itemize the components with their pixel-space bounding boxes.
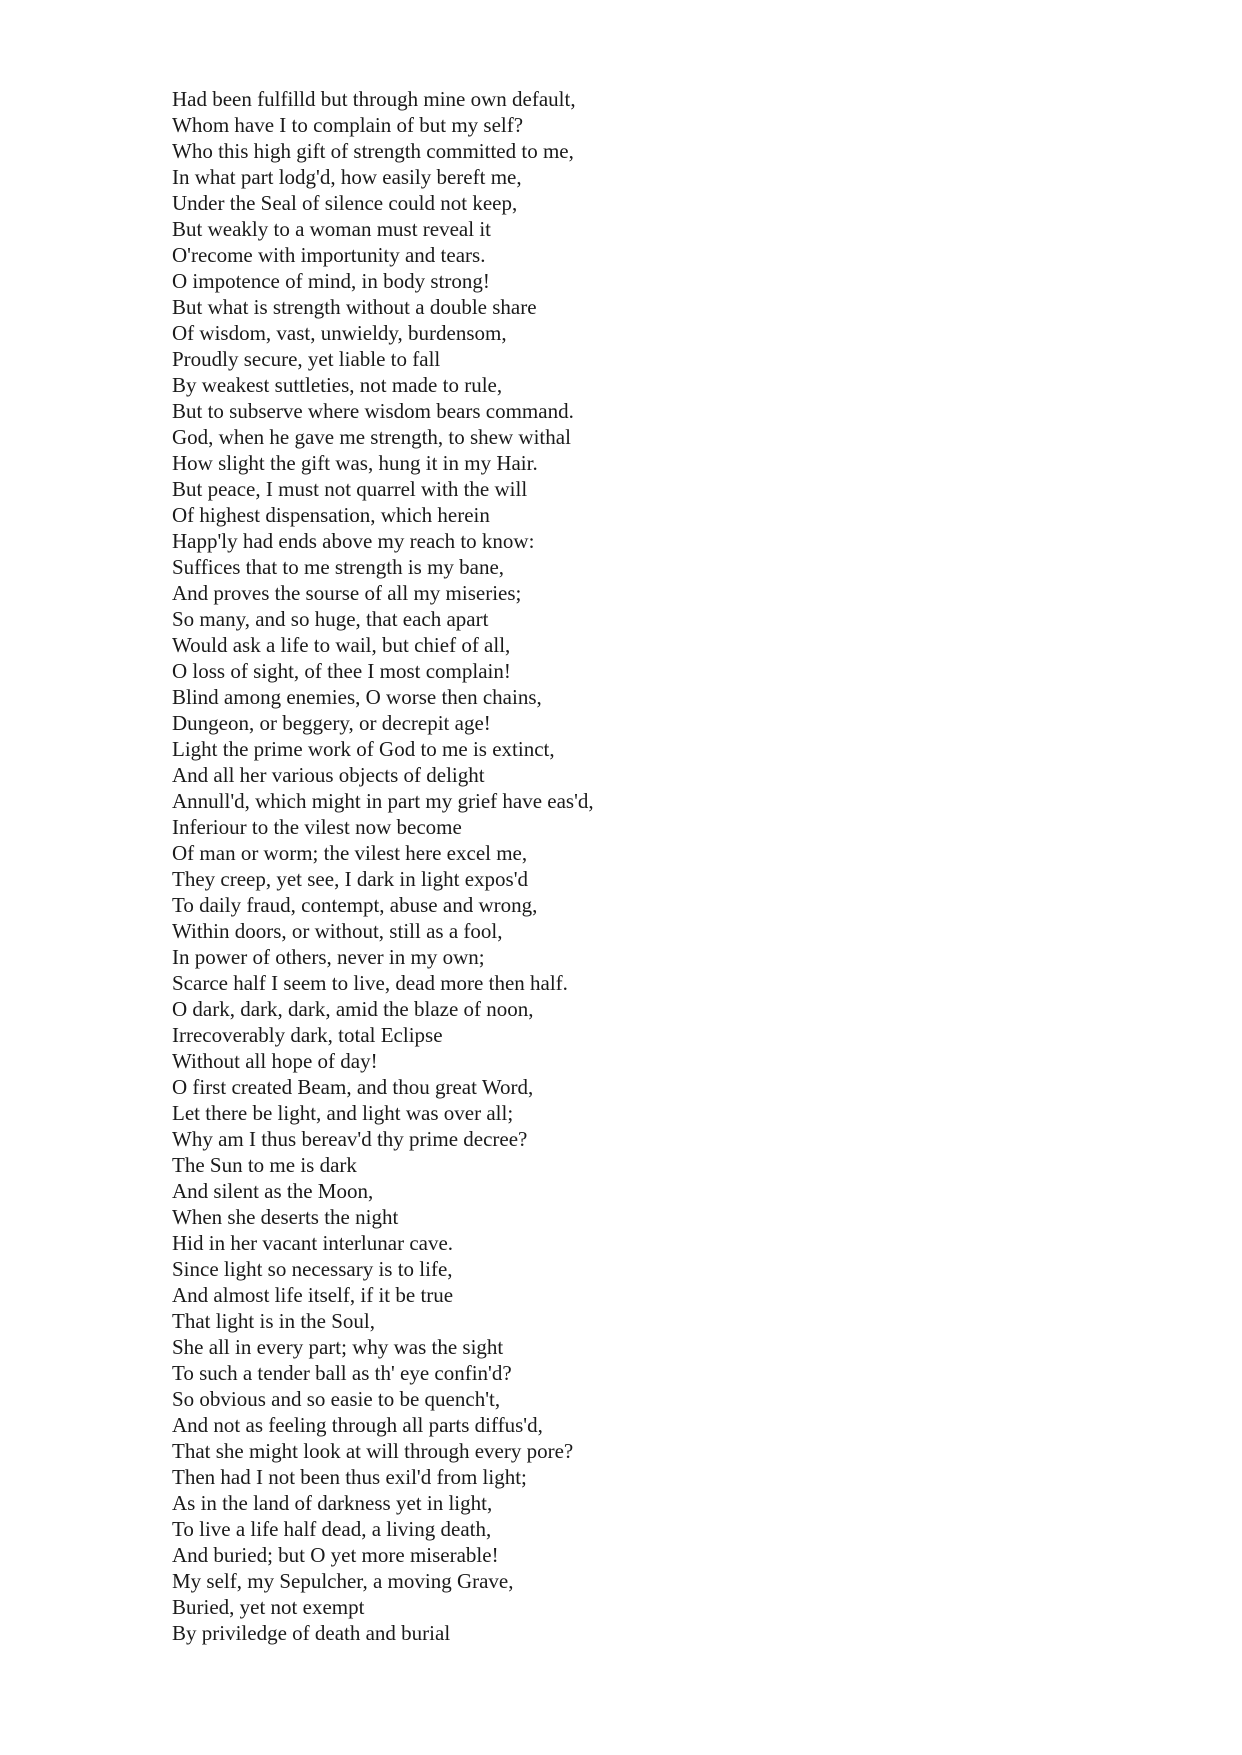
poem-line: And buried; but O yet more miserable! xyxy=(172,1543,499,1567)
poem-line: Annull'd, which might in part my grief have eas'd, xyxy=(172,789,594,813)
poem-line: Within doors, or without, still as a fool, xyxy=(172,919,503,943)
poem-line: And silent as the Moon, xyxy=(172,1179,374,1203)
poem-line: God, when he gave me strength, to shew withal xyxy=(172,425,571,449)
poem-line: And all her various objects of delight xyxy=(172,763,485,787)
poem-line: Suffices that to me strength is my bane, xyxy=(172,555,505,579)
poem-line: Whom have I to complain of but my self? xyxy=(172,113,524,137)
poem-line: But weakly to a woman must reveal it xyxy=(172,217,492,241)
poem-line: So obvious and so easie to be quench't, xyxy=(172,1387,501,1411)
poem-line: O dark, dark, dark, amid the blaze of noon, xyxy=(172,997,534,1021)
poem-line: Since light so necessary is to life, xyxy=(172,1257,453,1281)
poem-line: Let there be light, and light was over all; xyxy=(172,1101,514,1125)
poem-line: But to subserve where wisdom bears command. xyxy=(172,399,574,423)
poem-line: Without all hope of day! xyxy=(172,1049,378,1073)
poem-line: O'recome with importunity and tears. xyxy=(172,243,486,267)
poem-line: Who this high gift of strength committed to me, xyxy=(172,139,574,163)
poem-text xyxy=(172,86,594,1646)
poem-line: She all in every part; why was the sight xyxy=(172,1335,504,1359)
poem-line: Had been fulfilld but through mine own default, xyxy=(172,87,576,111)
poem-line: When she deserts the night xyxy=(172,1205,399,1229)
poem-line: Irrecoverably dark, total Eclipse xyxy=(172,1023,443,1047)
poem-line: Of man or worm; the vilest here excel me, xyxy=(172,841,528,865)
poem-line: Why am I thus bereav'd thy prime decree? xyxy=(172,1127,528,1151)
poem-line: Light the prime work of God to me is extinct, xyxy=(172,737,555,761)
poem-line: Would ask a life to wail, but chief of all, xyxy=(172,633,511,657)
poem-line: To live a life half dead, a living death, xyxy=(172,1517,492,1541)
poem-line: They creep, yet see, I dark in light expos'd xyxy=(172,867,528,891)
poem-line: Happ'ly had ends above my reach to know: xyxy=(172,529,535,553)
poem-line: Hid in her vacant interlunar cave. xyxy=(172,1231,454,1255)
poem-line: Blind among enemies, O worse then chains, xyxy=(172,685,542,709)
poem-line: That she might look at will through every pore? xyxy=(172,1439,574,1463)
poem-line: O loss of sight, of thee I most complain! xyxy=(172,659,511,683)
poem-line: The Sun to me is dark xyxy=(172,1153,357,1177)
poem-line: And almost life itself, if it be true xyxy=(172,1283,454,1307)
poem-line: That light is in the Soul, xyxy=(172,1309,375,1333)
poem-line: In power of others, never in my own; xyxy=(172,945,485,969)
poem-line: And not as feeling through all parts diffus'd, xyxy=(172,1413,543,1437)
poem-line: How slight the gift was, hung it in my Hair. xyxy=(172,451,538,475)
poem-line: And proves the sourse of all my miseries; xyxy=(172,581,522,605)
poem-line: Proudly secure, yet liable to fall xyxy=(172,347,441,371)
poem-line: Dungeon, or beggery, or decrepit age! xyxy=(172,711,491,735)
poem-line: Then had I not been thus exil'd from light; xyxy=(172,1465,527,1489)
poem-line: Inferiour to the vilest now become xyxy=(172,815,462,839)
poem-line: Under the Seal of silence could not keep, xyxy=(172,191,518,215)
poem-line: As in the land of darkness yet in light, xyxy=(172,1491,493,1515)
poem-line: In what part lodg'd, how easily bereft me, xyxy=(172,165,522,189)
poem-line: By priviledge of death and burial xyxy=(172,1621,451,1645)
poem-line: Of highest dispensation, which herein xyxy=(172,503,490,527)
poem-line: O impotence of mind, in body strong! xyxy=(172,269,490,293)
poem-line: By weakest suttleties, not made to rule, xyxy=(172,373,503,397)
poem-line: Scarce half I seem to live, dead more then half. xyxy=(172,971,568,995)
poem-line: But what is strength without a double share xyxy=(172,295,537,319)
poem-line: To daily fraud, contempt, abuse and wrong, xyxy=(172,893,538,917)
poem-line: Buried, yet not exempt xyxy=(172,1595,365,1619)
poem-line: To such a tender ball as th' eye confin'd? xyxy=(172,1361,512,1385)
poem-line: My self, my Sepulcher, a moving Grave, xyxy=(172,1569,514,1593)
poem-line: But peace, I must not quarrel with the will xyxy=(172,477,528,501)
poem-line: O first created Beam, and thou great Word, xyxy=(172,1075,534,1099)
poem-line: Of wisdom, vast, unwieldy, burdensom, xyxy=(172,321,507,345)
poem-line: So many, and so huge, that each apart xyxy=(172,607,489,631)
